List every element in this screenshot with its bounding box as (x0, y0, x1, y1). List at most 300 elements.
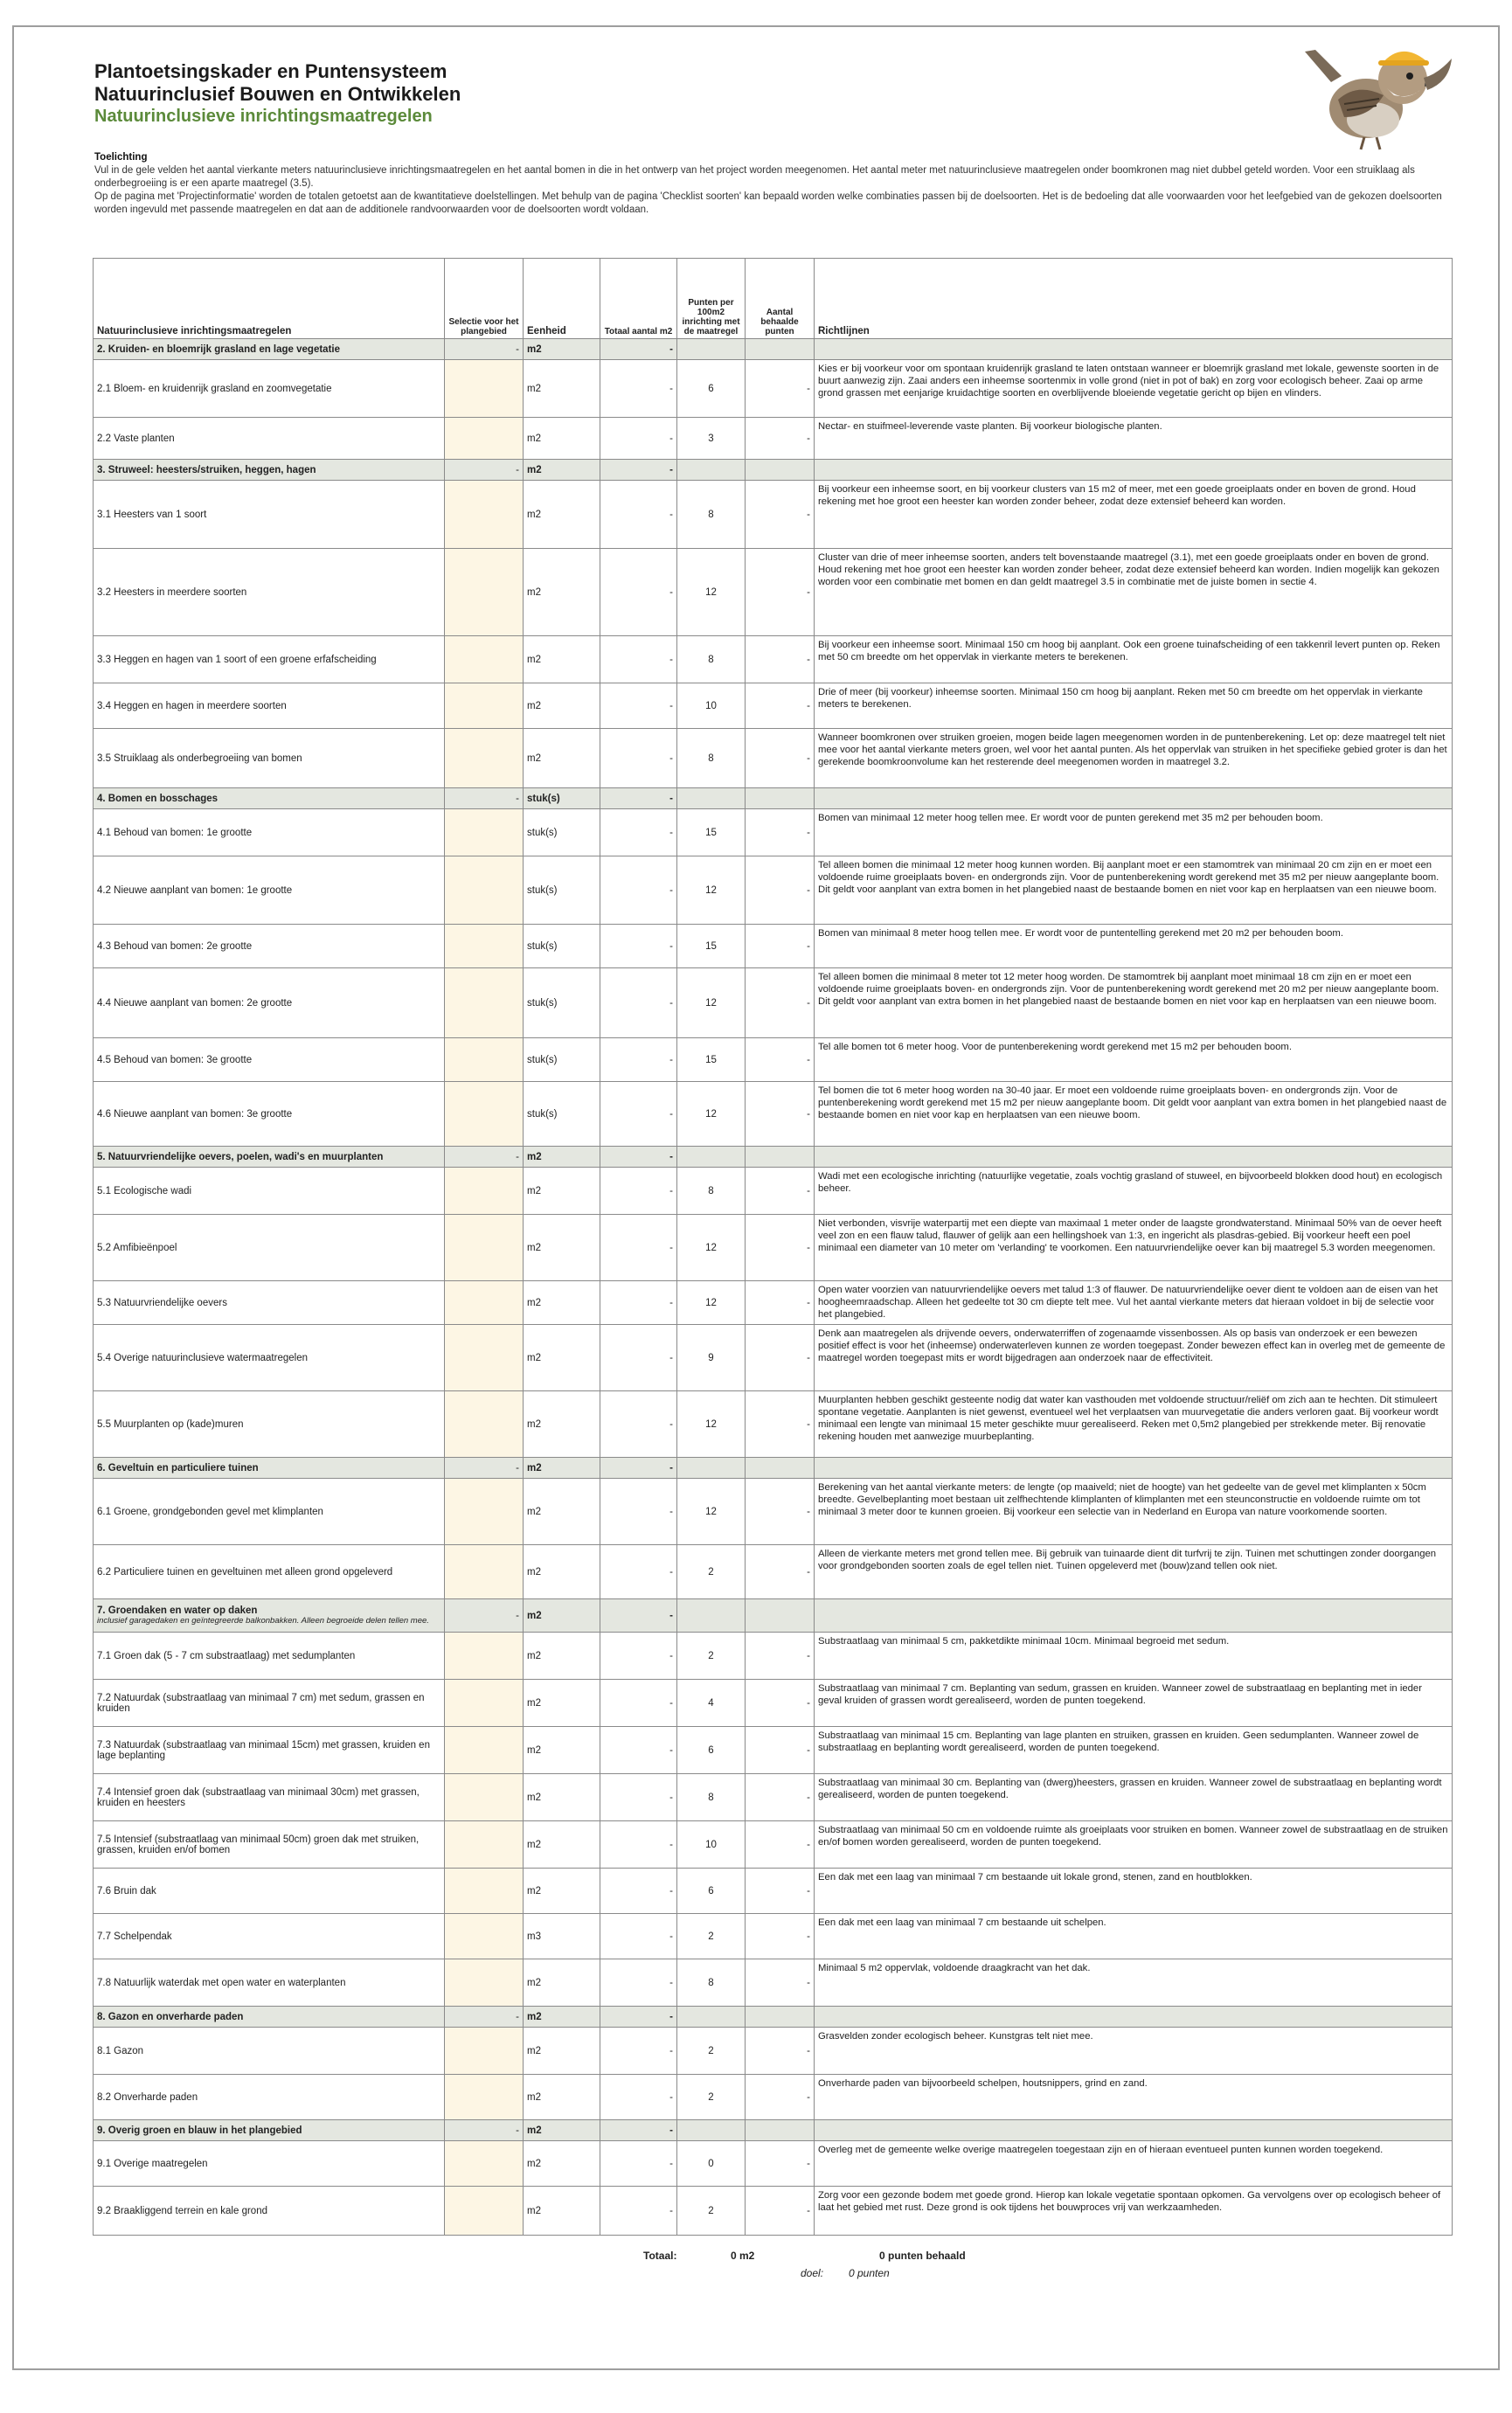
selection-input[interactable] (445, 481, 524, 549)
unit-cell: m2 (524, 481, 600, 549)
measure-name: 3.4 Heggen en hagen in meerdere soorten (94, 683, 445, 729)
section-name (94, 788, 445, 809)
section-empty (677, 788, 746, 809)
points-per-cell: 6 (677, 1869, 746, 1914)
table-row (94, 1680, 1453, 1727)
selection-input[interactable] (445, 2187, 524, 2236)
measure-name: 5.1 Ecologische wadi (94, 1168, 445, 1215)
total-cell: - (600, 1821, 677, 1869)
measure-name: 4.1 Behoud van bomen: 1e grootte (94, 809, 445, 856)
table-row (94, 2075, 1453, 2120)
section-empty (746, 339, 815, 360)
total-cell: - (600, 1727, 677, 1774)
header-unit: Eenheid (524, 259, 600, 339)
unit-cell: m2 (524, 360, 600, 418)
selection-input[interactable] (445, 418, 524, 460)
section-empty (815, 1147, 1453, 1168)
section-name (94, 1599, 445, 1633)
measure-name: 8.2 Onverharde paden (94, 2075, 445, 2120)
section-empty (677, 339, 746, 360)
unit-cell: m2 (524, 1545, 600, 1599)
section-selection: - (445, 460, 524, 481)
points-cell: - (746, 2141, 815, 2187)
section-title: 5. Natuurvriendelijke oevers, poelen, wadi's en muurplanten (97, 1151, 384, 1162)
unit-cell: m2 (524, 1959, 600, 2007)
guideline-cell: Cluster van drie of meer inheemse soorten, anders telt bovenstaande maatregel (3.1), met een goede groeiplaats onder en boven de grond. Houd rekening met hoe groot een heester kan worden zonder beheer, zodat deze extensief beheerd kan worden. Indien mogelijk kan gekozen worden voor een combinatie met bomen en dan geldt maatregel 3.5 in combinatie met de juiste bomen in sectie 4. (815, 549, 1453, 636)
guideline-cell: Wadi met een ecologische inrichting (natuurlijke vegetatie, zoals vochtig grasland of stuweel, en bijvoorbeeld blokken dood hout) en ecologisch beheer. (815, 1168, 1453, 1215)
section-title: 4. Bomen en bosschages (97, 793, 218, 804)
guideline-cell: Bij voorkeur een inheemse soort. Minimaal 150 cm hoog bij aanplant. Ook een groene tuinafscheiding of een takkenril levert punten op. Reken met 50 cm breedte om het oppervlak in vierkante meters te berekenen. (815, 636, 1453, 683)
guideline-cell: Alleen de vierkante meters met grond tellen mee. Bij gebruik van tuinaarde dient dit turfvrij te zijn. Tuinen met schuttingen zonder doorgangen voor grondgebonden soorten zoals de egel tellen niet. Tuinen opgeleverd met (bouw)zand tellen ook niet. (815, 1545, 1453, 1599)
section-title: 2. Kruiden- en bloemrijk grasland en lage vegetatie (97, 343, 340, 355)
totals-m2: 0 m2 (731, 2250, 755, 2262)
points-per-cell: 2 (677, 1914, 746, 1959)
points-cell: - (746, 809, 815, 856)
guideline-cell: Onverharde paden van bijvoorbeeld schelpen, houtsnippers, grind en zand. (815, 2075, 1453, 2120)
intro-heading: Toelichting (94, 152, 148, 163)
selection-input[interactable] (445, 1281, 524, 1325)
guideline-cell: Bij voorkeur een inheemse soort, en bij voorkeur clusters van 15 m2 of meer, met een goede groeiplaats onder en boven de grond. Houd rekening met hoe groot een heester kan worden zonder beheer, zodat deze extensief beheerd kan worden. (815, 481, 1453, 549)
selection-input[interactable] (445, 1325, 524, 1391)
guideline-cell: Substraatlaag van minimaal 30 cm. Beplanting van (dwerg)heesters, grassen en kruiden. Wanneer zowel de substraatlaag en beplanting wordt gerealiseerd, worden de punten toegekend. (815, 1774, 1453, 1821)
section-empty (677, 2120, 746, 2141)
points-per-cell: 8 (677, 1168, 746, 1215)
measure-name: 7.6 Bruin dak (94, 1869, 445, 1914)
section-total: - (600, 1147, 677, 1168)
measures-table-wrap (93, 258, 1452, 2279)
section-unit: m2 (524, 460, 600, 481)
measure-name: 4.2 Nieuwe aanplant van bomen: 1e grootte (94, 856, 445, 925)
points-per-cell: 12 (677, 968, 746, 1038)
section-empty (677, 1458, 746, 1479)
table-row (94, 809, 1453, 856)
section-empty (746, 2120, 815, 2141)
section-empty (815, 339, 1453, 360)
totals-points: 0 punten behaald (879, 2250, 966, 2262)
guideline-cell: Bomen van minimaal 12 meter hoog tellen mee. Er wordt voor de punten gerekend met 35 m2 per behouden boom. (815, 809, 1453, 856)
points-cell: - (746, 1082, 815, 1147)
total-cell: - (600, 1680, 677, 1727)
measure-name: 4.5 Behoud van bomen: 3e grootte (94, 1038, 445, 1082)
points-cell: - (746, 1633, 815, 1680)
unit-cell: m2 (524, 1774, 600, 1821)
points-per-cell: 10 (677, 1821, 746, 1869)
selection-input[interactable] (445, 1680, 524, 1727)
intro-paragraph-2: Op de pagina met 'Projectinformatie' worden de totalen getoetst aan de kwantitatieve doelstellingen. Met behulp van de pagina 'Checklist soorten' kan bepaald worden welke combinaties passen bij de doelsoorten. Het is de bedoeling dat alle voorwaarden voor het leefgebied van de gekozen doelsoorten worden ingevuld met passende maatregelen en dat aan de additionele randvoorwaarden voor de doelsoorten wordt voldaan. (94, 191, 1442, 215)
total-cell: - (600, 856, 677, 925)
guideline-cell: Tel alle bomen tot 6 meter hoog. Voor de puntenberekening wordt gerekend met 15 m2 per behouden boom. (815, 1038, 1453, 1082)
goal-label: doel: (801, 2267, 824, 2279)
measure-name: 3.5 Struiklaag als onderbegroeiing van bomen (94, 729, 445, 788)
points-cell: - (746, 1774, 815, 1821)
points-per-cell: 0 (677, 2141, 746, 2187)
guideline-cell: Substraatlaag van minimaal 50 cm en voldoende ruimte als groeiplaats voor struiken en bomen. Wanneer zowel de substraatlaag en de struiken en/of bomen worden gerealiseerd, worden de punten toegekend. (815, 1821, 1453, 1869)
section-name (94, 339, 445, 360)
selection-input[interactable] (445, 1821, 524, 1869)
unit-cell: m2 (524, 2075, 600, 2120)
measure-name: 7.4 Intensief groen dak (substraatlaag van minimaal 30cm) met grassen, kruiden en heesters (94, 1774, 445, 1821)
section-title: Natuurinclusieve inrichtingsmaatregelen (94, 107, 433, 126)
points-cell: - (746, 1680, 815, 1727)
points-cell: - (746, 1479, 815, 1545)
selection-input[interactable] (445, 2028, 524, 2075)
guideline-cell: Berekening van het aantal vierkante meters: de lengte (op maaiveld; niet de hoogte) van het gedeelte van de gevel met klimplanten x 50cm breedte. Gevelbeplanting moet bestaan uit zelfhechtende klimplanten of klimplanten met een steunconstructie en voldoende ruimte om tot minimaal 3 meter door te kunnen groeien. Bij voorkeur een selectie van in Nederland en Europa van nature voorkomende soorten. (815, 1479, 1453, 1545)
unit-cell: stuk(s) (524, 925, 600, 968)
selection-input[interactable] (445, 1168, 524, 1215)
unit-cell: m2 (524, 2028, 600, 2075)
total-cell: - (600, 1168, 677, 1215)
table-row (94, 1325, 1453, 1391)
section-empty (815, 788, 1453, 809)
total-cell: - (600, 2141, 677, 2187)
total-cell: - (600, 549, 677, 636)
section-empty (815, 460, 1453, 481)
points-cell: - (746, 1168, 815, 1215)
section-selection: - (445, 339, 524, 360)
points-cell: - (746, 418, 815, 460)
points-cell: - (746, 1391, 815, 1458)
section-title: 3. Struweel: heesters/struiken, heggen, hagen (97, 464, 316, 475)
points-per-cell: 12 (677, 1082, 746, 1147)
measure-name: 3.1 Heesters van 1 soort (94, 481, 445, 549)
total-cell: - (600, 1869, 677, 1914)
unit-cell: m2 (524, 1215, 600, 1281)
header-measure: Natuurinclusieve inrichtingsmaatregelen (94, 259, 445, 339)
measure-name: 7.5 Intensief (substraatlaag van minimaal 50cm) groen dak met struiken, grassen, kruiden en/of bomen (94, 1821, 445, 1869)
guideline-cell: Niet verbonden, visvrije waterpartij met een diepte van maximaal 1 meter onder de laagste grondwaterstand. Minimaal 50% van de oever heeft veel zon en een flauw talud, flauwer of gelijk aan een hellingshoek van 1:3, en ingericht als plasdras-gebied. Bij voorkeur heeft een poel minimaal een diameter van 10 meter om 'verlanding' te voorkomen. Een natuurvriendelijke oever kan bij maatregel 5.3 worden meegenomen. (815, 1215, 1453, 1281)
section-total: - (600, 788, 677, 809)
section-row (94, 1599, 1453, 1633)
section-row (94, 1458, 1453, 1479)
unit-cell: m2 (524, 2187, 600, 2236)
points-cell: - (746, 636, 815, 683)
total-cell: - (600, 683, 677, 729)
points-per-cell: 2 (677, 2075, 746, 2120)
header (14, 27, 1498, 145)
unit-cell: m2 (524, 1479, 600, 1545)
section-empty (815, 1599, 1453, 1633)
measure-name: 7.3 Natuurdak (substraatlaag van minimaal 15cm) met grassen, kruiden en lage beplanting (94, 1727, 445, 1774)
unit-cell: m2 (524, 2141, 600, 2187)
selection-input[interactable] (445, 1545, 524, 1599)
section-total: - (600, 339, 677, 360)
table-row (94, 1215, 1453, 1281)
totals-label: Totaal: (643, 2250, 677, 2262)
table-row (94, 968, 1453, 1038)
guideline-cell: Substraatlaag van minimaal 15 cm. Beplanting van lage planten en struiken, grassen en kruiden. Geen sedumplanten. Wanneer zowel de substraatlaag en beplanting wordt gerealiseerd, worden de punten toegekend. (815, 1727, 1453, 1774)
section-row (94, 2007, 1453, 2028)
table-row (94, 1082, 1453, 1147)
points-per-cell: 2 (677, 2028, 746, 2075)
section-empty (746, 1147, 815, 1168)
guideline-cell: Kies er bij voorkeur voor om spontaan kruidenrijk grasland te laten ontstaan wanneer er bloemrijk grasland met lokale, gewenste soorten in de buurt aanwezig zijn. Zaai anders een inheemse soortenmix in volle grond (niet in pot of bak) en zorg voor ecologisch beheer. Zaai op arme grond grassen met eenjarige kruidachtige soorten en overblijvende bloeiende vegetatie gericht op bijen en vlinders. (815, 360, 1453, 418)
total-cell: - (600, 968, 677, 1038)
total-cell: - (600, 1774, 677, 1821)
points-per-cell: 12 (677, 1215, 746, 1281)
selection-input[interactable] (445, 1479, 524, 1545)
section-selection: - (445, 788, 524, 809)
section-name (94, 460, 445, 481)
selection-input[interactable] (445, 1727, 524, 1774)
measure-name: 7.7 Schelpendak (94, 1914, 445, 1959)
guideline-cell: Wanneer boomkronen over struiken groeien, mogen beide lagen meegenomen worden in de puntenberekening. Let op: deze maatregel telt niet mee voor het aantal vierkante meters groen, wel voor het aantal punten. Als het oppervlak van struiken in het specifieke gebied groter is dan het gerekende boomkroonvolume kan het resterende deel meegenomen worden in maatregel 3.2. (815, 729, 1453, 788)
points-cell: - (746, 1727, 815, 1774)
guideline-cell: Tel bomen die tot 6 meter hoog worden na 30-40 jaar. Er moet een voldoende ruime groeiplaats boven- en ondergronds zijn. Voor de puntenberekening wordt gerekend met 15 m2 per nieuw aangeplante boom. Dit geldt voor aanplant van extra bomen in het plangebied naast de bestaande bomen en niet voor kap en herplaatsen van een nieuwe boom. (815, 1082, 1453, 1147)
table-header-row (94, 259, 1453, 339)
points-cell: - (746, 856, 815, 925)
table-row (94, 683, 1453, 729)
points-per-cell: 2 (677, 1633, 746, 1680)
total-cell: - (600, 2028, 677, 2075)
points-per-cell: 8 (677, 729, 746, 788)
table-row (94, 2028, 1453, 2075)
unit-cell: m2 (524, 683, 600, 729)
points-cell: - (746, 1914, 815, 1959)
section-subnote: inclusief garagedaken en geïntegreerde balkonbakken. Alleen begroeide delen tellen mee. (97, 1616, 429, 1626)
intro-paragraph-1: Vul in de gele velden het aantal vierkante meters natuurinclusieve inrichtingsmaatregelen en het aantal bomen in die in het ontwerp van het project worden meegenomen. Het aantal meter met natuurinclusieve maatregelen onder boomkronen mag niet dubbel geteld worden. Voor een struiklaag als onderbegroeiing is er een aparte maatregel (3.5). (94, 165, 1415, 189)
section-unit: m2 (524, 1458, 600, 1479)
selection-input[interactable] (445, 1774, 524, 1821)
points-per-cell: 15 (677, 1038, 746, 1082)
section-unit: m2 (524, 2120, 600, 2141)
selection-input[interactable] (445, 809, 524, 856)
points-per-cell: 12 (677, 1391, 746, 1458)
total-cell: - (600, 1082, 677, 1147)
unit-cell: m3 (524, 1914, 600, 1959)
unit-cell: stuk(s) (524, 968, 600, 1038)
section-selection: - (445, 2120, 524, 2141)
measure-name: 7.8 Natuurlijk waterdak met open water en waterplanten (94, 1959, 445, 2007)
guideline-cell: Grasvelden zonder ecologisch beheer. Kunstgras telt niet mee. (815, 2028, 1453, 2075)
section-total: - (600, 1458, 677, 1479)
table-row (94, 360, 1453, 418)
total-cell: - (600, 2187, 677, 2236)
section-row (94, 460, 1453, 481)
intro-text (94, 151, 1458, 217)
table-row (94, 549, 1453, 636)
points-per-cell: 15 (677, 809, 746, 856)
unit-cell: m2 (524, 1869, 600, 1914)
table-row (94, 1168, 1453, 1215)
section-total: - (600, 1599, 677, 1633)
points-per-cell: 12 (677, 1281, 746, 1325)
guideline-cell: Zorg voor een gezonde bodem met goede grond. Hierop kan lokale vegetatie spontaan opkomen. Ga vervolgens over op ecologisch beheer of laat het gebied met rust. Deze grond is ook tijdens het bouwproces vrij van werkzaamheden. (815, 2187, 1453, 2236)
section-unit: m2 (524, 1147, 600, 1168)
section-empty (746, 788, 815, 809)
section-total: - (600, 460, 677, 481)
table-body (94, 339, 1453, 2236)
total-cell: - (600, 636, 677, 683)
selection-input[interactable] (445, 729, 524, 788)
points-cell: - (746, 1545, 815, 1599)
table-row (94, 1479, 1453, 1545)
measure-name: 3.2 Heesters in meerdere soorten (94, 549, 445, 636)
measure-name: 3.3 Heggen en hagen van 1 soort of een groene erfafscheiding (94, 636, 445, 683)
points-cell: - (746, 729, 815, 788)
total-cell: - (600, 1325, 677, 1391)
sparrow-with-hardhat-icon (1296, 34, 1458, 156)
section-empty (677, 460, 746, 481)
points-cell: - (746, 1959, 815, 2007)
points-cell: - (746, 1821, 815, 1869)
guideline-cell: Een dak met een laag van minimaal 7 cm bestaande uit schelpen. (815, 1914, 1453, 1959)
table-row (94, 481, 1453, 549)
total-cell: - (600, 925, 677, 968)
points-cell: - (746, 1038, 815, 1082)
points-per-cell: 8 (677, 481, 746, 549)
total-cell: - (600, 1281, 677, 1325)
table-row (94, 636, 1453, 683)
selection-input[interactable] (445, 968, 524, 1038)
header-total: Totaal aantal m2 (600, 259, 677, 339)
unit-cell: m2 (524, 1727, 600, 1774)
section-name (94, 1147, 445, 1168)
header-points-per: Punten per 100m2 inrichting met de maatregel (677, 259, 746, 339)
section-row (94, 788, 1453, 809)
measure-name: 7.2 Natuurdak (substraatlaag van minimaal 7 cm) met sedum, grassen en kruiden (94, 1680, 445, 1727)
section-total: - (600, 2007, 677, 2028)
measure-name: 2.2 Vaste planten (94, 418, 445, 460)
table-row (94, 1959, 1453, 2007)
unit-cell: m2 (524, 1633, 600, 1680)
table-row (94, 1391, 1453, 1458)
selection-input[interactable] (445, 360, 524, 418)
unit-cell: stuk(s) (524, 856, 600, 925)
section-title: 7. Groendaken en water op daken (97, 1605, 258, 1616)
measure-name: 4.4 Nieuwe aanplant van bomen: 2e grootte (94, 968, 445, 1038)
section-empty (746, 460, 815, 481)
points-per-cell: 8 (677, 1959, 746, 2007)
total-cell: - (600, 1959, 677, 2007)
guideline-cell: Nectar- en stuifmeel-leverende vaste planten. Bij voorkeur biologische planten. (815, 418, 1453, 460)
measure-name: 6.1 Groene, grondgebonden gevel met klimplanten (94, 1479, 445, 1545)
section-empty (677, 1599, 746, 1633)
measure-name: 2.1 Bloem- en kruidenrijk grasland en zoomvegetatie (94, 360, 445, 418)
points-cell: - (746, 1325, 815, 1391)
section-empty (677, 2007, 746, 2028)
points-per-cell: 6 (677, 1727, 746, 1774)
selection-input[interactable] (445, 1959, 524, 2007)
selection-input[interactable] (445, 683, 524, 729)
points-per-cell: 10 (677, 683, 746, 729)
selection-input[interactable] (445, 1082, 524, 1147)
points-cell: - (746, 683, 815, 729)
points-per-cell: 15 (677, 925, 746, 968)
table-row (94, 1727, 1453, 1774)
selection-input[interactable] (445, 2075, 524, 2120)
points-per-cell: 12 (677, 549, 746, 636)
goal-value: 0 punten (849, 2267, 890, 2279)
selection-input[interactable] (445, 1391, 524, 1458)
selection-input[interactable] (445, 1914, 524, 1959)
measure-name: 4.3 Behoud van bomen: 2e grootte (94, 925, 445, 968)
table-row (94, 925, 1453, 968)
selection-input[interactable] (445, 925, 524, 968)
selection-input[interactable] (445, 1038, 524, 1082)
table-row (94, 2187, 1453, 2236)
points-per-cell: 3 (677, 418, 746, 460)
total-cell: - (600, 729, 677, 788)
section-selection: - (445, 2007, 524, 2028)
measures-table (93, 258, 1453, 2236)
total-cell: - (600, 1038, 677, 1082)
points-per-cell: 2 (677, 1545, 746, 1599)
section-empty (746, 1599, 815, 1633)
section-name (94, 2120, 445, 2141)
measure-name: 9.2 Braakliggend terrein en kale grond (94, 2187, 445, 2236)
unit-cell: m2 (524, 1325, 600, 1391)
section-title: 6. Geveltuin en particuliere tuinen (97, 1462, 259, 1473)
section-selection: - (445, 1599, 524, 1633)
section-name (94, 1458, 445, 1479)
section-row (94, 1147, 1453, 1168)
total-cell: - (600, 1479, 677, 1545)
points-per-cell: 9 (677, 1325, 746, 1391)
total-cell: - (600, 809, 677, 856)
section-title: 8. Gazon en onverharde paden (97, 2011, 244, 2022)
total-cell: - (600, 1391, 677, 1458)
selection-input[interactable] (445, 1869, 524, 1914)
header-selection: Selectie voor het plangebied (445, 259, 524, 339)
total-cell: - (600, 360, 677, 418)
section-empty (677, 1147, 746, 1168)
points-per-cell: 2 (677, 2187, 746, 2236)
points-cell: - (746, 968, 815, 1038)
guideline-cell: Substraatlaag van minimaal 5 cm, pakketdikte minimaal 10cm. Minimaal begroeid met sedum. (815, 1633, 1453, 1680)
points-cell: - (746, 2075, 815, 2120)
guideline-cell: Denk aan maatregelen als drijvende oevers, onderwaterriffen of zogenaamde vissenbossen. Als op basis van onderzoek er een bewezen positief effect is voor het (inheemse) onderwaterleven kunnen ze worden toegepast. Zonder bewezen effect kan in overleg met de gemeente de maatregel worden toegepast mits er wordt bijgedragen aan onderzoek naar de effectiviteit. (815, 1325, 1453, 1391)
page (12, 25, 1500, 2370)
measure-name: 7.1 Groen dak (5 - 7 cm substraatlaag) met sedumplanten (94, 1633, 445, 1680)
unit-cell: m2 (524, 1168, 600, 1215)
guideline-cell: Tel alleen bomen die minimaal 8 meter tot 12 meter hoog worden. De stamomtrek bij aanplant moet minimaal 18 cm zijn en er moet een voldoende ruime groeiplaats boven- en ondergronds zijn. Voor de puntenberekening wordt gerekend met 20 m2 per nieuw aangeplante boom. Dit geldt voor aanplant van extra bomen in het plangebied naast de bestaande bomen en niet voor kap en herplaatsen van een nieuwe boom. (815, 968, 1453, 1038)
table-row (94, 1869, 1453, 1914)
unit-cell: m2 (524, 418, 600, 460)
selection-input[interactable] (445, 856, 524, 925)
points-cell: - (746, 925, 815, 968)
points-per-cell: 8 (677, 636, 746, 683)
section-row (94, 2120, 1453, 2141)
selection-input[interactable] (445, 2141, 524, 2187)
selection-input[interactable] (445, 1215, 524, 1281)
unit-cell: m2 (524, 1391, 600, 1458)
section-empty (746, 2007, 815, 2028)
selection-input[interactable] (445, 636, 524, 683)
measure-name: 5.5 Muurplanten op (kade)muren (94, 1391, 445, 1458)
guideline-cell: Substraatlaag van minimaal 7 cm. Beplanting van sedum, grassen en kruiden. Wanneer zowel de substraatlaag en beplanting met in ieder geval kruiden of grassen wordt gerealiseerd, worden de punten toegekend. (815, 1680, 1453, 1727)
table-row (94, 418, 1453, 460)
section-title: 9. Overig groen en blauw in het plangebied (97, 2125, 302, 2136)
selection-input[interactable] (445, 549, 524, 636)
section-row (94, 339, 1453, 360)
unit-cell: stuk(s) (524, 1082, 600, 1147)
unit-cell: m2 (524, 1680, 600, 1727)
points-per-cell: 12 (677, 856, 746, 925)
table-row (94, 1821, 1453, 1869)
points-per-cell: 12 (677, 1479, 746, 1545)
total-cell: - (600, 1545, 677, 1599)
points-cell: - (746, 360, 815, 418)
page-subtitle: Natuurinclusief Bouwen en Ontwikkelen (94, 83, 461, 105)
section-empty (815, 2120, 1453, 2141)
section-empty (746, 1458, 815, 1479)
selection-input[interactable] (445, 1633, 524, 1680)
measure-name: 8.1 Gazon (94, 2028, 445, 2075)
measure-name: 5.2 Amfibieënpoel (94, 1215, 445, 1281)
total-cell: - (600, 481, 677, 549)
header-guidelines: Richtlijnen (815, 259, 1453, 339)
guideline-cell: Open water voorzien van natuurvriendelijke oevers met talud 1:3 of flauwer. De natuurvriendelijke oever dient te voldoen aan de eisen van het hoogheemraadschap. Alleen het gedeelte tot 30 cm diepte telt mee. Vul het aantal vierkante meters dat hieraan voldoet in bij de selectie voor het plangebied. (815, 1281, 1453, 1325)
